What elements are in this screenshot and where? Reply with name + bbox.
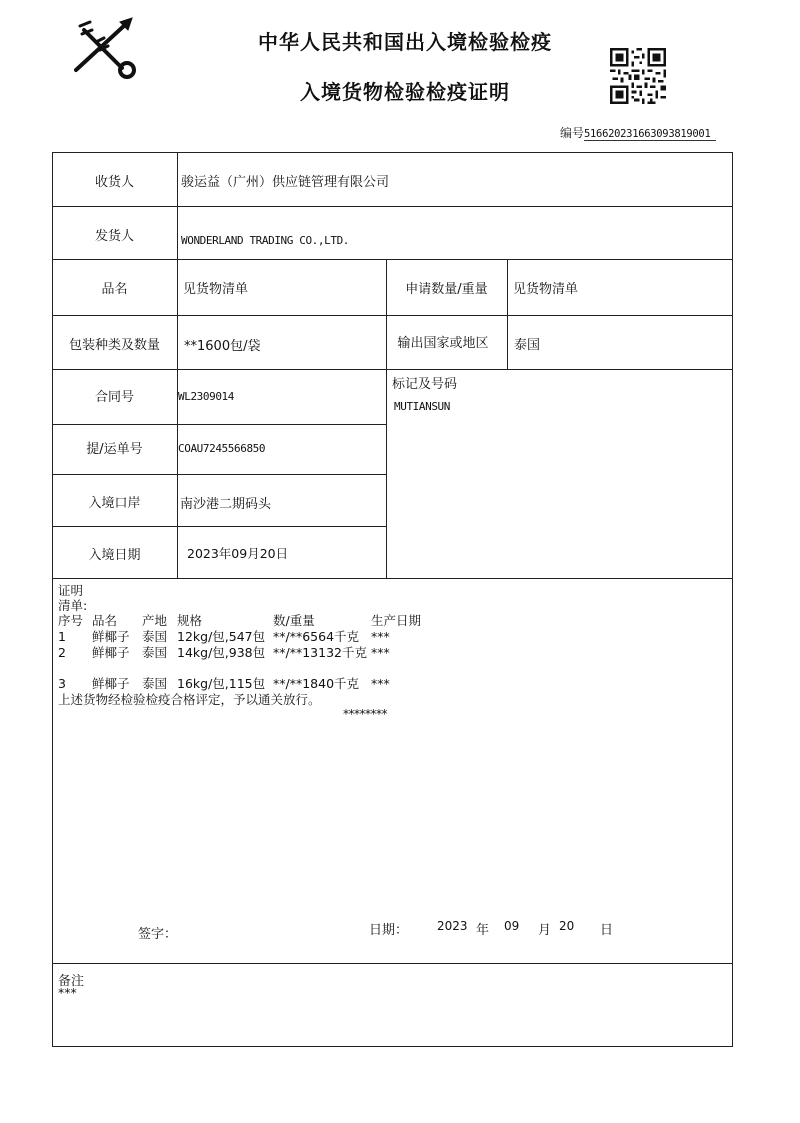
row-divider	[52, 206, 733, 207]
date-month: 09	[504, 919, 520, 933]
document-title: 中华人民共和国出入境检验检疫	[258, 30, 552, 54]
certificate-conclusion: 上述货物经检验检疫合格评定，予以通关放行。	[58, 692, 321, 707]
row-divider	[52, 474, 386, 475]
declared-qty-label: 申请数量/重量	[405, 282, 488, 297]
packing-value: **1600包/袋	[184, 339, 261, 354]
column-divider	[386, 259, 387, 578]
row-divider	[52, 424, 386, 425]
row-divider	[52, 315, 733, 316]
column-header: 产地	[142, 613, 168, 628]
contract-no-label: 合同号	[94, 390, 134, 405]
row-divider	[52, 963, 733, 964]
remarks-value: ***	[58, 985, 77, 1000]
item-origin: 泰国	[142, 629, 168, 644]
item-spec: 14kg/包,938包	[177, 645, 266, 660]
item-spec: 16kg/包,115包	[177, 676, 266, 691]
qr-code-icon	[610, 48, 666, 104]
entry-date-value: 2023年09月20日	[187, 546, 289, 561]
column-header: 品名	[92, 613, 118, 628]
row-divider	[52, 578, 733, 579]
certificate-section	[58, 583, 87, 613]
remarks-label: 备注	[58, 974, 85, 989]
export-country-label: 输出国家或地区	[397, 336, 489, 351]
goods-name-value: 见货物清单	[183, 282, 249, 297]
column-header: 生产日期	[371, 613, 422, 628]
item-name: 鲜椰子	[92, 676, 130, 691]
consignee-label: 收货人	[94, 175, 134, 190]
bl-no-value: COAU7245566850	[178, 442, 266, 455]
date-day: 20	[559, 919, 575, 933]
marks-label: 标记及号码	[392, 377, 458, 392]
item-qty: **/**6564千克	[273, 629, 360, 644]
document-subtitle: 入境货物检验检疫证明	[300, 80, 510, 104]
column-header: 规格	[177, 613, 203, 628]
serial-number-row	[560, 124, 716, 141]
goods-list-label: 清单:	[58, 598, 88, 613]
column-header: 数/重量	[273, 613, 315, 628]
entry-port-value: 南沙港二期码头	[180, 497, 272, 512]
contract-no-value: WL2309014	[178, 390, 235, 403]
item-no: 3	[58, 676, 66, 691]
item-production-date: ***	[371, 629, 390, 644]
item-no: 2	[58, 645, 66, 660]
bl-no-label: 提/运单号	[86, 442, 143, 457]
serial-number: 516620231663093819001	[584, 128, 716, 141]
date-day-unit: 日	[600, 923, 614, 938]
export-country-value: 泰国	[514, 338, 541, 353]
row-divider	[52, 259, 733, 260]
date-year-unit: 年	[476, 923, 490, 938]
entry-date-label: 入境日期	[88, 548, 141, 563]
item-qty: **/**1840千克	[273, 676, 360, 691]
column-divider	[177, 152, 178, 578]
consignor-label: 发货人	[94, 229, 134, 244]
column-divider	[507, 259, 508, 369]
consignee-value: 骏运益（广州）供应链管理有限公司	[181, 175, 390, 190]
item-production-date: ***	[371, 676, 390, 691]
item-production-date: ***	[371, 645, 390, 660]
row-divider	[52, 369, 733, 370]
certificate-title: 证明	[58, 583, 84, 598]
serial-label: 编号	[560, 126, 585, 140]
end-mark: ********	[343, 707, 387, 721]
declared-qty-value: 见货物清单	[513, 282, 579, 297]
item-qty: **/**13132千克	[273, 645, 367, 660]
item-spec: 12kg/包,547包	[177, 629, 266, 644]
marks-value: MUTIANSUN	[394, 400, 451, 413]
ciq-emblem-icon	[70, 12, 148, 82]
packing-label: 包装种类及数量	[68, 338, 160, 353]
item-name: 鲜椰子	[92, 629, 130, 644]
goods-name-label: 品名	[101, 282, 128, 297]
item-origin: 泰国	[142, 645, 168, 660]
date-year: 2023	[437, 919, 468, 933]
consignor-value: WONDERLAND TRADING CO.,LTD.	[181, 234, 350, 247]
signature-label: 签字：	[138, 927, 178, 942]
date-month-unit: 月	[538, 923, 552, 938]
item-name: 鲜椰子	[92, 645, 130, 660]
row-divider	[52, 526, 386, 527]
item-origin: 泰国	[142, 676, 168, 691]
entry-port-label: 入境口岸	[88, 496, 141, 511]
item-no: 1	[58, 629, 66, 644]
column-header: 序号	[58, 613, 84, 628]
date-label: 日期：	[369, 923, 409, 938]
